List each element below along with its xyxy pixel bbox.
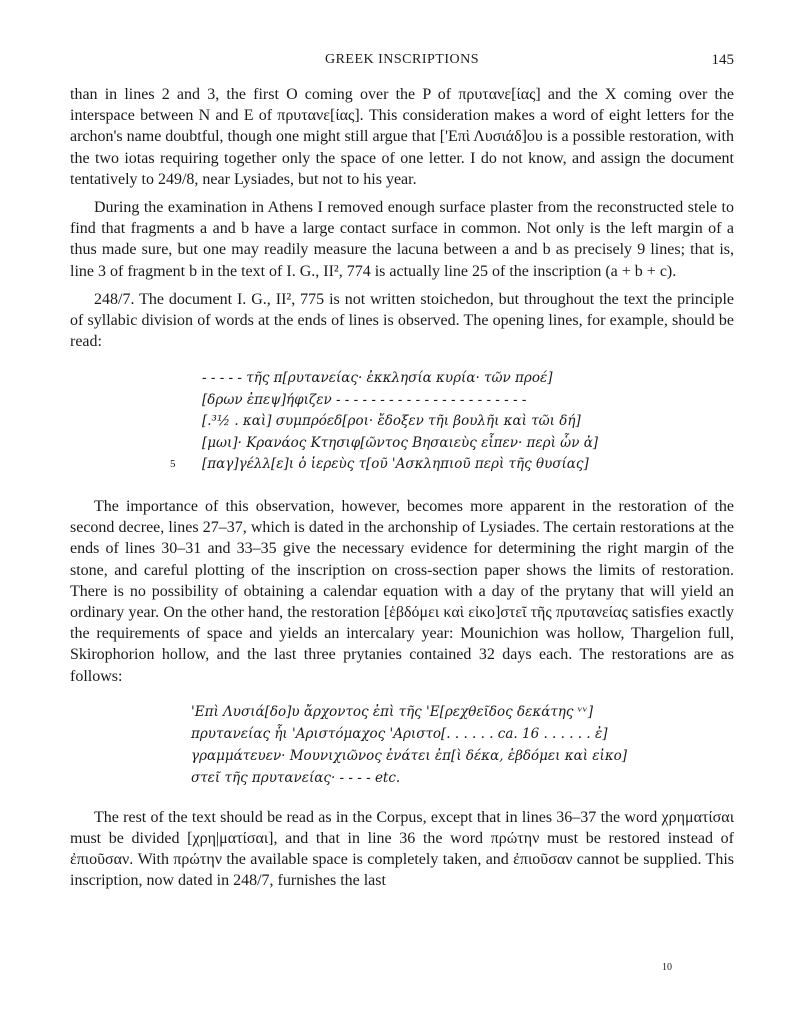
signature-mark: 10: [662, 962, 672, 973]
inscription-restorations: [70, 701, 734, 789]
line-number: 5: [170, 458, 176, 471]
paragraph: than in lines 2 and 3, the first O coming over the P of πρυτανε[ίας] and the X coming over the interspace between N and E of πρυτανε[ίας]. This consideration makes a word of eight letters for the archon's name doubtful, though one might still argue that ['Επὶ Λυσιάδ]ου is a possible restoration, with the two iotas requiring together only the space of one letter. I do not know, and assign the document tentatively to 249/8, near Lysiades, but not to his year.: [70, 86, 734, 188]
paragraph: The rest of the text should be read as in the Corpus, except that in lines 36–37 the word χρηματίσαι must be divided [χρη|ματίσαι], and that in line 36 the word πρώτην must be restored instead of ἐπιοῦσαν. With πρώτην the available space is completely taken, and ἐπιοῦσαν cannot be supplied. This inscription, now dated in 248/7, furnishes the last: [70, 808, 734, 890]
inscription-line: [70, 433, 734, 455]
inscription-line: [70, 390, 734, 412]
inscription-text: [δρων ἐπεψ]ήφιζεν - - - - - - - - - - - - - - - - - - - - - -: [202, 391, 527, 408]
inscription-line: στεῖ τῆς πρυτανείας· - - - - etc.: [191, 769, 401, 786]
inscription-line: πρυτανείας ἧι 'Αριστόμαχος 'Αριστο[. . . . . . ca. 16 . . . . . . ἐ]: [191, 725, 608, 742]
inscription-text: [παγ]γέλλ[ε]ι ὁ ἱερεὺς τ[οῦ 'Ασκληπιοῦ περὶ τῆς θυσίας]: [202, 456, 589, 473]
inscription-line: 'Επὶ Λυσιά[δο]υ ἄρχοντος ἐπὶ τῆς 'Ε[ρεχθεῖδος δεκάτης ᵛᵛ]: [191, 703, 594, 720]
page: [70, 48, 734, 892]
inscription-line: γραμμάτευεν· Μουνιχιῶνος ἐνάτει ἐπ[ὶ δέκα, ἑβδόμει καὶ εἰκο]: [191, 747, 628, 764]
inscription-text: - - - - - τῆς π[ρυτανείας· ἐκκλησία κυρία· τῶν προέ]: [202, 370, 553, 387]
inscription-text: [.³½ . καὶ] συμπρόεδ[ροι· ἔδοξεν τῆι βουλῆι καὶ τῶι δή]: [202, 413, 581, 430]
page-number: 145: [711, 52, 734, 68]
running-header: [70, 48, 734, 78]
running-title: GREEK INSCRIPTIONS: [324, 52, 480, 67]
paragraph: 248/7. The document I. G., II², 775 is not written stoichedon, but throughout the text the principle of syllabic division of words at the ends of lines is observed. The opening lines, for example, should be read:: [70, 290, 734, 351]
paragraph: During the examination in Athens I removed enough surface plaster from the reconstructed stele to find that fragments a and b have a large contact surface in common. Not only is the left margin of a thus made sure, but one may readily measure the lacuna between a and b as precisely 9 lines; that is, line 3 of fragment b in the text of I. G., II², 774 is actually line 25 of the inscription (a + b + c).: [70, 199, 734, 280]
inscription-line: [70, 368, 734, 390]
inscription-line: [70, 411, 734, 433]
inscription-line: [70, 454, 734, 476]
inscription-text: [μωι]· Κρανάος Κτησιφ[ῶντος Βησαιεὺς εἶπεν· περὶ ὧν ἀ]: [202, 434, 599, 451]
paragraph: The importance of this observation, however, becomes more apparent in the restoration of the second decree, lines 27–37, which is dated in the archonship of Lysiades. The certain restorations at the ends of lines 30–31 and 33–35 give the necessary evidence for determining the right margin of the stone, and careful plotting of the inscription on cross-section paper shows the limits of restoration. There is no possibility of obtaining a calendar equation with a day of the prytany that will yield an ordinary year. On the other hand, the restoration [ἑβδόμει καὶ εἰκο]στεῖ τῆς πρυτανείας satisfies exactly the requirements of space and yields an intercalary year: Mounichion was hollow, Thargelion full, Skirophorion hollow, and the last three prytanies contained 32 days each. The restorations are as follows:: [70, 497, 734, 685]
inscription-opening-lines: [70, 368, 734, 476]
